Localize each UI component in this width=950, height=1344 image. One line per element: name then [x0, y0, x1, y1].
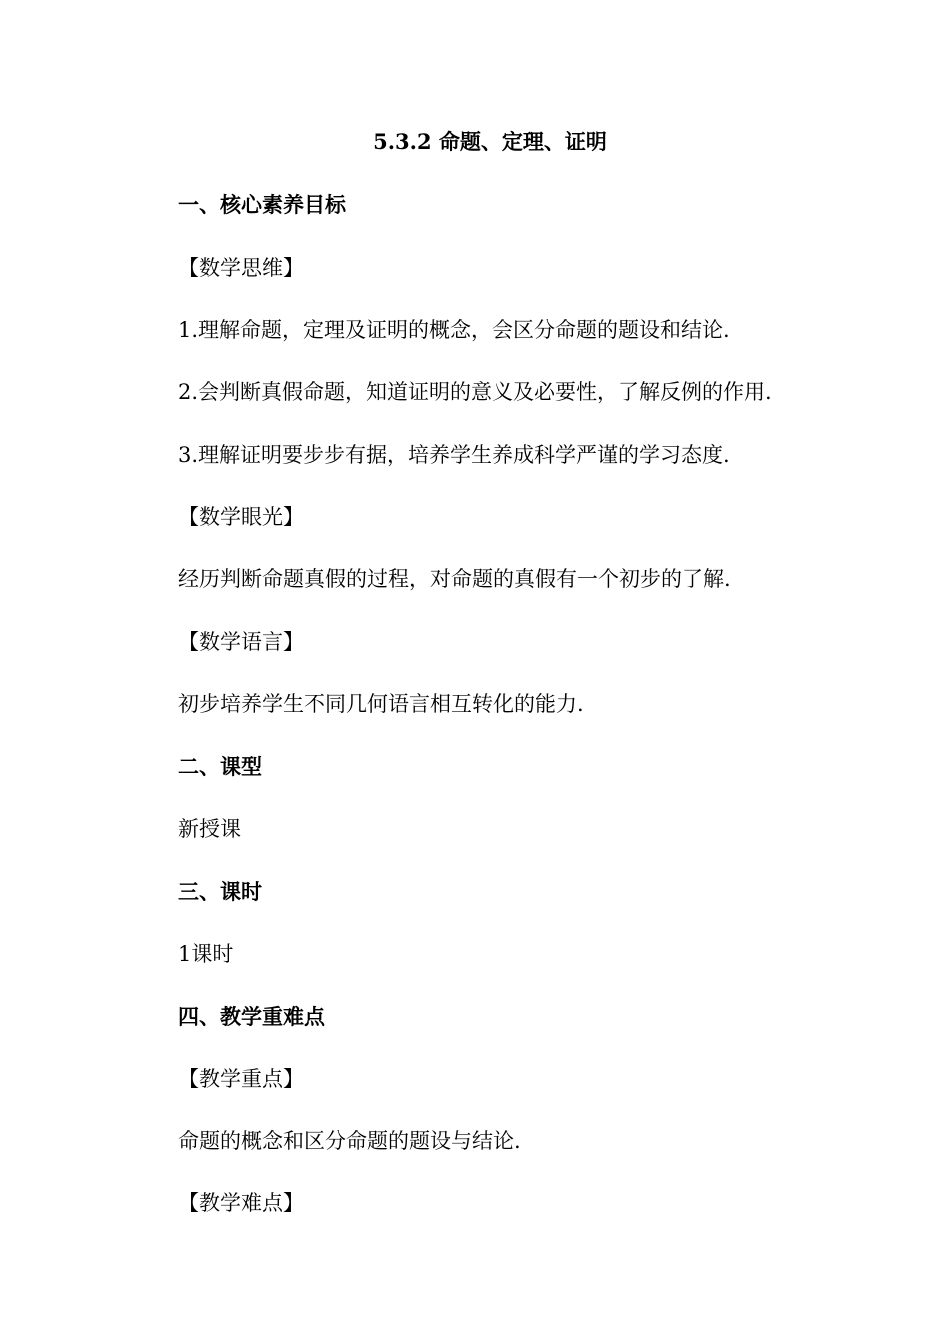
subheading-teaching-difficult: 【教学难点】: [178, 1191, 304, 1215]
lesson-type-text: 新授课: [178, 817, 241, 841]
vision-text: 经历判断命题真假的过程，对命题的真假有一个初步的了解.: [178, 567, 731, 591]
thinking-item-2: 2.会判断真假命题，知道证明的意义及必要性，了解反例的作用.: [178, 380, 772, 404]
subheading-math-vision: 【数学眼光】: [178, 505, 304, 529]
subheading-math-language: 【数学语言】: [178, 630, 304, 654]
lesson-hours-text: 1课时: [178, 942, 234, 966]
section-heading-lesson-type: 二、课型: [178, 754, 262, 779]
thinking-item-3: 3.理解证明要步步有据，培养学生养成科学严谨的学习态度.: [178, 443, 730, 467]
language-text: 初步培养学生不同几何语言相互转化的能力.: [178, 692, 584, 716]
subheading-teaching-key: 【教学重点】: [178, 1067, 304, 1091]
section-heading-core-goals: 一、核心素养目标: [178, 192, 346, 217]
subheading-math-thinking: 【数学思维】: [178, 256, 304, 280]
document-title: 5.3.2 命题、定理、证明: [373, 129, 607, 154]
thinking-item-1: 1.理解命题，定理及证明的概念，会区分命题的题设和结论.: [178, 318, 730, 342]
teaching-key-text: 命题的概念和区分命题的题设与结论.: [178, 1129, 521, 1153]
section-heading-key-difficult: 四、教学重难点: [178, 1004, 325, 1029]
section-heading-lesson-hours: 三、课时: [178, 879, 262, 904]
